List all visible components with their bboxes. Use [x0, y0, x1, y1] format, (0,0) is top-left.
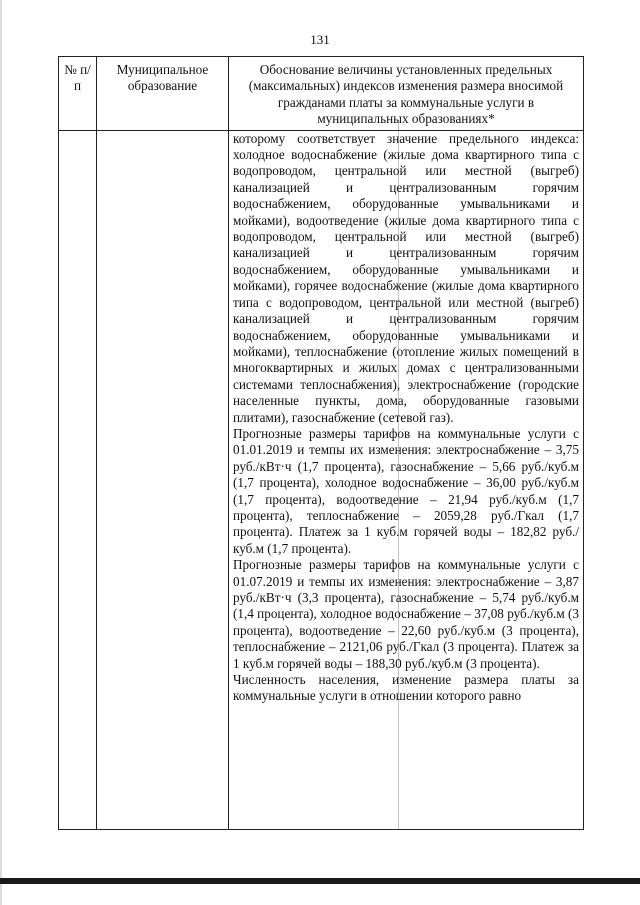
document-table — [58, 56, 584, 830]
scan-bottom-edge — [0, 878, 640, 884]
header-municipality-label: Муниципальное образование — [116, 62, 209, 94]
table-header-row — [59, 57, 584, 131]
table-row — [59, 130, 584, 829]
cell-municipality — [97, 130, 229, 829]
scan-fold-line — [398, 120, 399, 830]
cell-justification — [229, 130, 584, 829]
paragraph-population: Численность населения, изменение размера платы за коммунальные услуги в отношении которого равно — [233, 672, 579, 704]
header-municipality — [97, 57, 229, 131]
page-number: 131 — [310, 32, 330, 47]
paragraph-tariffs-jan: Прогнозные размеры тарифов на коммунальные услуги с 01.01.2019 и темпы их изменения: электроснабжение – 3,75 руб./кВт·ч (1,7 процента), газоснабжение – 5,66 руб./куб.м (1,7 процента), холодное водоснабжение – 36,00 руб./куб.м (1,7 процента), водоотведение – 21,94 руб./куб.м (1,7 процента), теплоснабжение – 2059,28 руб./Гкал (1,7 процента). Платеж за 1 куб.м горячей воды – 182,82 руб./куб.м (1,7 процента). — [233, 425, 579, 556]
header-justification-label: Обоснование величины установленных предельных (максимальных) индексов изменения размера вносимой гражданами платы за коммунальные услуги в муниципальных образованиях* — [248, 62, 564, 127]
paragraph-indices: которому соответствует значение предельного индекса: холодное водоснабжение (жилые дома квартирного типа с водопроводом, центральной или местной (выгреб) канализацией и централизованным горячим водоснабжением, оборудованные умывальниками и мойками), водоотведение (жилые дома квартирного типа с водопроводом, центральной или местной (выгреб) канализацией и централизованным горячим водоснабжением, оборудованные умывальниками и мойками), горячее водоснабжение (жилые дома квартирного типа с водопроводом, центральной или местной (выгреб) канализацией и централизованным горячим водоснабжением, оборудованные умывальниками и мойками), теплоснабжение (отопление жилых помещений в многоквартирных и жилых домах с централизованными системами теплоснабжения), электроснабжение (городские населенные пункты, дома, оборудованные газовыми плитами), газоснабжение (сетевой газ). — [233, 130, 579, 425]
paragraph-tariffs-jul: Прогнозные размеры тарифов на коммунальные услуги с 01.07.2019 и темпы их изменения: электроснабжение – 3,87 руб./кВт·ч (3,3 процента), газоснабжение – 5,74 руб./куб.м (1,4 процента), холодное водоснабжение – 37,08 руб./куб.м (3 процента), водоотведение – 22,60 руб./куб.м (3 процента), теплоснабжение – 2121,06 руб./Гкал (3 процента). Платеж за 1 куб.м горячей воды – 188,30 руб./куб.м (3 процента). — [233, 557, 579, 671]
header-num-label: № п/п — [64, 62, 91, 94]
header-justification — [229, 57, 584, 131]
scan-edge — [0, 0, 2, 905]
cell-num — [59, 130, 97, 829]
header-num — [59, 57, 97, 131]
